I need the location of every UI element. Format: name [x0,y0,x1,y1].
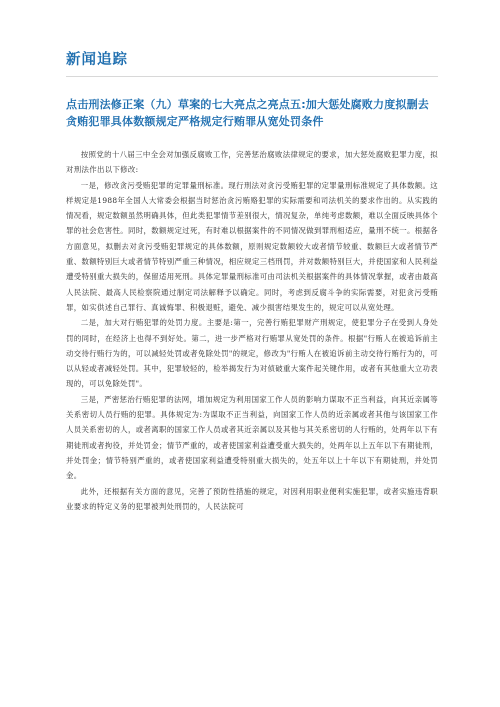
body-paragraph: 三是，严密惩治行贿犯罪的法网，增加规定为利用国家工作人员的影响力谋取不正当利益，向其近亲属等关系密切人员行贿的犯罪。具体规定为:为谋取不正当利益，向国家工作人员的近亲属或者其他与该国家工作人员关系密切的人，或者离职的国家工作人员或者其近亲属以及其他与其关系密切的人行贿的，处两年以下有期徒刑或者拘役，并处罚金；情节严重的，或者使国家利益遭受重大损失的，处两年以上五年以下有期徒刑，并处罚金；情节特别严重的，或者使国家利益遭受特别重大损失的，处五年以上十年以下有期徒刑，并处罚金。 [66,394,438,481]
article-body [66,147,438,514]
body-paragraph: 此外，还根据有关方面的意见，完善了预防性措施的规定，对因利用职业便利实施犯罪，或者实施违背职业要求的特定义务的犯罪被判处刑罚的，人民法院可 [66,486,438,511]
section-title: 新闻追踪 [66,52,128,68]
section-divider [66,76,438,77]
article-headline: 点击刑法修正案（九）草案的七大亮点之亮点五:加大惩处腐败力度拟删去贪贿犯罪具体数额规定严格规定行贿罪从宽处罚条件 [66,98,429,128]
body-paragraph: 二是，加大对行贿犯罪的处罚力度。主要是:第一，完善行贿犯罪财产刑规定，使犯罪分子在受到人身处罚的同时，在经济上也得不到好处。第二，进一步严格对行贿罪从宽处罚的条件。根据"行贿人在被追诉前主动交待行贿行为的，可以减轻处罚或者免除处罚"的规定，修改为"行贿人在被追诉前主动交待行贿行为的，可以从轻或者减轻处罚。其中，犯罪较轻的，检举揭发行为对侦破重大案件起关键作用，或者有其他重大立功表现的，可以免除处罚"。 [66,318,438,389]
body-paragraph: 一是，修改贪污受贿犯罪的定罪量刑标准。现行刑法对贪污受贿犯罪的定罪量刑标准规定了具体数额。这样规定是1988年全国人大常委会根据当时惩治贪污贿赂犯罪的实际需要和司法机关的要求作出的。从实践的情况看，规定数额虽然明确具体，但此类犯罪情节差别很大，情况复杂，单纯考虑数额，难以全面反映具体个罪的社会危害性。同时，数额规定过死，有时难以根据案件的不同情况做到罪刑相适应，量刑不统一。根据各方面意见，拟删去对贪污受贿犯罪规定的具体数额，原则规定数额较大或者情节较重、数额巨大或者情节严重、数额特别巨大或者情节特别严重三种情况，相应规定三档刑罚，并对数额特别巨大，并使国家和人民利益遭受特别重大损失的，保留适用死刑。具体定罪量刑标准可由司法机关根据案件的具体情况掌握，或者由最高人民法院、最高人民检察院通过制定司法解释予以确定。同时，考虑到反腐斗争的实际需要，对犯贪污受贿罪，如实供述自己罪行、真诚悔罪、积极退赃，避免、减少损害结果发生的，规定可以从宽处理。 [66,180,438,312]
body-paragraph: 按照党的十八届三中全会对加强反腐败工作，完善惩治腐败法律规定的要求，加大惩处腐败犯罪力度，拟对刑法作出以下修改: [66,150,438,175]
